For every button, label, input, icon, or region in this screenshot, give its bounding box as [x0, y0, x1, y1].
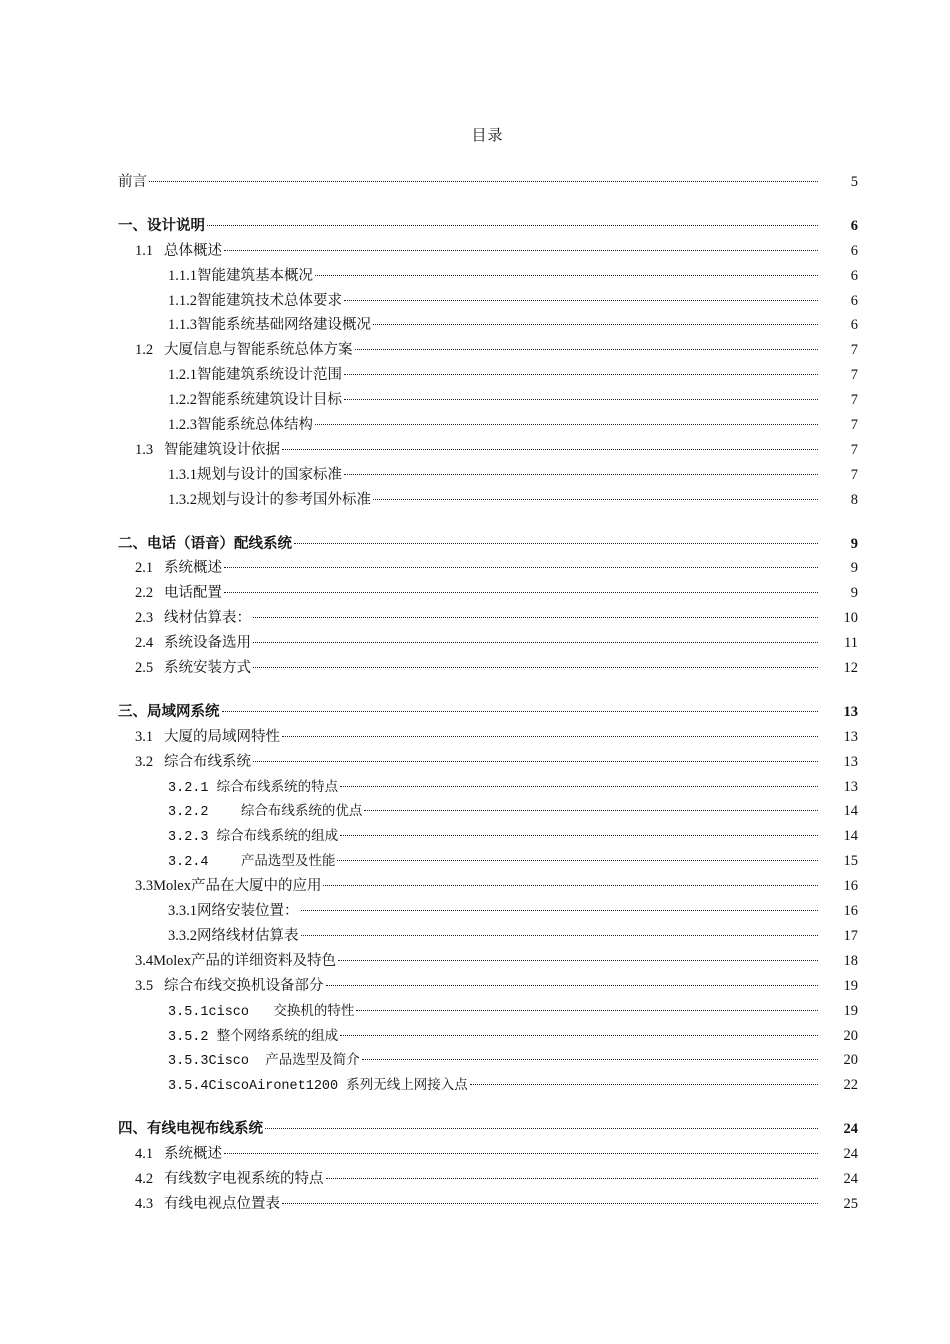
toc-entry-page: 24 [843, 1121, 858, 1138]
dot-leader [224, 1152, 818, 1154]
dot-leader [149, 180, 818, 182]
toc-entry-title: 4.1 系统概述 [135, 1146, 222, 1163]
toc-entry-title: 1.2.1智能建筑系统设计范围 [168, 367, 342, 384]
dot-leader [253, 641, 818, 643]
toc-entry-title: 2.2 电话配置 [135, 585, 222, 602]
toc-entry[interactable] [118, 363, 858, 388]
toc-entry-title: 2.5 系统安装方式 [135, 660, 251, 677]
toc-entry-title: 3.2.3 综合布线系统的组成 [168, 830, 339, 846]
toc-entry[interactable] [118, 170, 858, 195]
dot-leader [344, 299, 818, 301]
dot-leader [364, 809, 818, 811]
toc-entry[interactable] [118, 413, 858, 438]
toc-entry-page: 19 [843, 1002, 858, 1019]
toc-entry-page: 7 [850, 441, 858, 458]
toc-entry-page: 20 [843, 1052, 858, 1069]
toc-entry[interactable] [118, 949, 858, 974]
table-of-contents [118, 170, 858, 1217]
toc-entry-page: 8 [850, 491, 858, 508]
toc-entry-page: 7 [850, 466, 858, 483]
toc-entry[interactable] [118, 338, 858, 363]
toc-entry-page: 6 [850, 217, 858, 234]
toc-entry-page: 20 [843, 1027, 858, 1044]
toc-entry-page: 11 [844, 635, 858, 652]
toc-entry-page: 7 [850, 417, 858, 434]
toc-entry-page: 13 [843, 778, 858, 795]
toc-entry-page: 6 [850, 317, 858, 334]
dot-leader [282, 735, 818, 737]
dot-leader [337, 859, 818, 861]
toc-entry-title: 3.5.3Cisco 产品选型及简介 [168, 1054, 360, 1070]
dot-leader [315, 274, 818, 276]
toc-entry-title: 3.2.1 综合布线系统的特点 [168, 780, 339, 796]
dot-leader [344, 373, 818, 375]
dot-leader [355, 348, 819, 350]
toc-entry[interactable] [118, 438, 858, 463]
toc-entry[interactable] [118, 700, 858, 725]
toc-entry-title: 一、设计说明 [118, 217, 205, 234]
toc-entry[interactable] [118, 488, 858, 513]
toc-entry-page: 24 [843, 1170, 858, 1187]
toc-entry-page: 7 [850, 342, 858, 359]
toc-entry-title: 三、局域网系统 [118, 703, 220, 720]
toc-entry-page: 25 [843, 1195, 858, 1212]
toc-entry-title: 4.2 有线数字电视系统的特点 [135, 1170, 324, 1187]
toc-entry-page: 17 [843, 927, 858, 944]
toc-entry[interactable] [118, 214, 858, 239]
dot-leader [253, 616, 818, 618]
toc-entry-page: 5 [850, 174, 858, 190]
toc-entry-page: 9 [850, 560, 858, 577]
toc-entry-title: 2.3 线材估算表： [135, 610, 251, 627]
toc-entry-title: 1.1 总体概述 [135, 242, 222, 259]
toc-entry-title: 2.1 系统概述 [135, 560, 222, 577]
dot-leader [224, 249, 818, 251]
toc-entry-page: 19 [843, 977, 858, 994]
dot-leader [373, 323, 818, 325]
toc-entry-title: 3.4Molex产品的详细资料及特色 [135, 952, 336, 969]
dot-leader [315, 423, 818, 425]
toc-entry-title: 3.3.1网络安装位置： [168, 903, 299, 920]
toc-entry[interactable] [118, 799, 858, 824]
toc-entry[interactable] [118, 631, 858, 656]
toc-entry-title: 1.3.1规划与设计的国家标准 [168, 466, 342, 483]
toc-entry-title: 3.1 大厦的局域网特性 [135, 728, 280, 745]
dot-leader [265, 1127, 818, 1129]
toc-entry-page: 13 [843, 703, 858, 720]
toc-entry[interactable] [118, 1167, 858, 1192]
toc-entry[interactable] [118, 581, 858, 606]
toc-entry-title: 3.5.2 整个网络系统的组成 [168, 1029, 339, 1045]
toc-entry[interactable] [118, 463, 858, 488]
toc-entry-page: 6 [850, 292, 858, 309]
toc-entry-title: 1.1.3智能系统基础网络建设概况 [168, 317, 371, 334]
toc-entry-page: 6 [850, 267, 858, 284]
toc-entry[interactable] [118, 556, 858, 581]
dot-leader [323, 884, 818, 886]
toc-entry[interactable] [118, 289, 858, 314]
toc-entry-title: 1.1.1智能建筑基本概况 [168, 267, 313, 284]
toc-entry[interactable] [118, 974, 858, 999]
dot-leader [253, 666, 818, 668]
dot-leader [338, 959, 818, 961]
dot-leader [222, 710, 819, 712]
toc-entry-title: 3.2.2 综合布线系统的优点 [168, 805, 363, 821]
toc-entry-title: 1.1.2智能建筑技术总体要求 [168, 292, 342, 309]
dot-leader [224, 591, 818, 593]
toc-entry-page: 9 [850, 585, 858, 602]
dot-leader [362, 1058, 818, 1060]
toc-entry-page: 14 [843, 803, 858, 820]
toc-entry-page: 6 [850, 242, 858, 259]
toc-entry[interactable] [118, 656, 858, 681]
toc-entry[interactable] [118, 532, 858, 557]
dot-leader [470, 1083, 818, 1085]
dot-leader [224, 566, 818, 568]
toc-entry[interactable] [118, 1192, 858, 1217]
dot-leader [344, 398, 818, 400]
toc-entry-page: 18 [843, 952, 858, 969]
dot-leader [207, 224, 818, 226]
dot-leader [373, 498, 818, 500]
toc-entry-title: 3.3.2网络线材估算表 [168, 927, 299, 944]
toc-entry[interactable] [118, 1073, 858, 1098]
dot-leader [294, 542, 818, 544]
toc-entry-title: 3.5 综合布线交换机设备部分 [135, 977, 324, 994]
toc-entry-title: 二、电话（语音）配线系统 [118, 535, 292, 552]
toc-entry-title: 1.3 智能建筑设计依据 [135, 441, 280, 458]
toc-entry-page: 16 [843, 903, 858, 920]
toc-entry[interactable] [118, 264, 858, 289]
toc-entry-page: 9 [850, 535, 858, 552]
toc-entry-page: 14 [843, 828, 858, 845]
toc-entry[interactable] [118, 239, 858, 264]
toc-entry-title: 3.2.4 产品选型及性能 [168, 855, 336, 871]
toc-entry[interactable] [118, 1142, 858, 1167]
dot-leader [344, 473, 818, 475]
toc-entry-title: 1.2 大厦信息与智能系统总体方案 [135, 342, 353, 359]
toc-entry-page: 13 [843, 728, 858, 745]
dot-leader [340, 785, 818, 787]
toc-entry[interactable] [118, 750, 858, 775]
toc-entry[interactable] [118, 874, 858, 899]
toc-entry-title: 3.3Molex产品在大厦中的应用 [135, 878, 322, 895]
toc-entry-page: 15 [843, 853, 858, 870]
dot-leader [356, 1009, 818, 1011]
toc-entry-title: 3.5.1cisco 交换机的特性 [168, 1004, 355, 1020]
toc-entry-page: 24 [843, 1146, 858, 1163]
toc-entry-title: 1.3.2规划与设计的参考国外标准 [168, 491, 371, 508]
dot-leader [340, 1034, 818, 1036]
toc-entry[interactable] [118, 899, 858, 924]
dot-leader [282, 448, 818, 450]
toc-entry[interactable] [118, 1024, 858, 1049]
toc-entry-page: 16 [843, 878, 858, 895]
toc-entry[interactable] [118, 924, 858, 949]
toc-entry[interactable] [118, 824, 858, 849]
toc-entry-page: 13 [843, 753, 858, 770]
toc-entry-page: 10 [843, 610, 858, 627]
toc-entry-title: 1.2.3智能系统总体结构 [168, 417, 313, 434]
toc-entry-page: 7 [850, 367, 858, 384]
toc-entry-title: 3.2 综合布线系统 [135, 753, 251, 770]
page-title: 目录 [471, 128, 504, 144]
dot-leader [301, 934, 819, 936]
toc-entry[interactable] [118, 725, 858, 750]
toc-entry[interactable] [118, 1048, 858, 1073]
toc-entry-title: 3.5.4CiscoAironet1200 系列无线上网接入点 [168, 1079, 468, 1095]
toc-entry-title: 1.2.2智能系统建筑设计目标 [168, 392, 342, 409]
toc-entry[interactable] [118, 388, 858, 413]
dot-leader [253, 760, 818, 762]
toc-entry[interactable] [118, 313, 858, 338]
toc-entry-title: 4.3 有线电视点位置表 [135, 1195, 280, 1212]
toc-entry-page: 22 [843, 1077, 858, 1094]
dot-leader [301, 909, 819, 911]
toc-entry[interactable] [118, 606, 858, 631]
toc-entry-page: 7 [850, 392, 858, 409]
toc-entry-title: 四、有线电视布线系统 [118, 1121, 263, 1138]
toc-entry[interactable] [118, 999, 858, 1024]
toc-entry-title: 前言 [118, 174, 147, 190]
toc-entry[interactable] [118, 849, 858, 874]
dot-leader [340, 834, 818, 836]
toc-entry-page: 12 [843, 660, 858, 677]
toc-entry-title: 2.4 系统设备选用 [135, 635, 251, 652]
toc-entry[interactable] [118, 775, 858, 800]
dot-leader [282, 1202, 818, 1204]
toc-entry[interactable] [118, 1117, 858, 1142]
dot-leader [326, 1177, 819, 1179]
dot-leader [326, 984, 819, 986]
